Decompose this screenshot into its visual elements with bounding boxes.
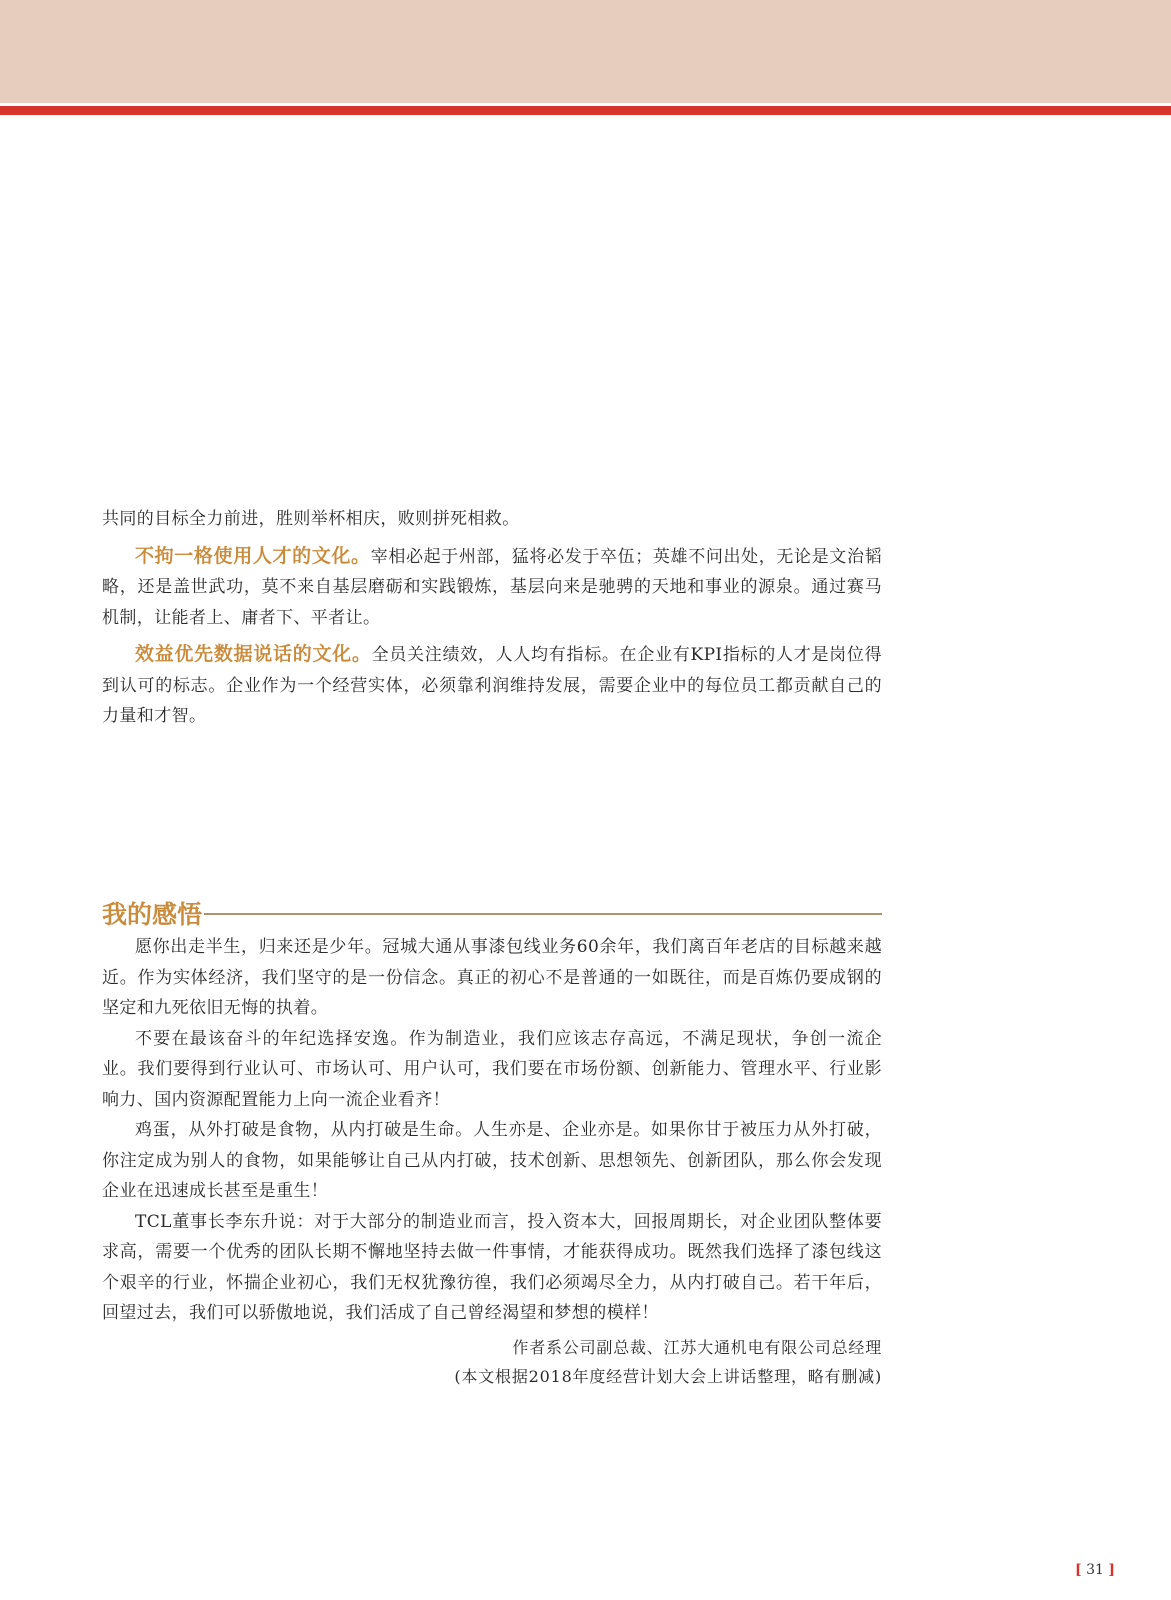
efficiency-culture-heading: 效益优先数据说话的文化。: [135, 643, 372, 665]
reflection-paragraph: 愿你出走半生，归来还是少年。冠城大通从事漆包线业务60余年，我们离百年老店的目标越来越近。作为实体经济，我们坚守的是一份信念。真正的初心不是普通的一如既往，而是百炼仍要成钢的坚定和九死依旧无悔的执着。: [102, 937, 882, 1018]
reflection-title: 我的感悟: [102, 900, 203, 929]
header-band: [0, 0, 1171, 103]
efficiency-culture-paragraph: [102, 639, 882, 732]
reflection-paragraph: TCL董事长李东升说：对于大部分的制造业而言，投入资本大，回报周期长，对企业团队整体要求高，需要一个优秀的团队长期不懈地坚持去做一件事情，才能获得成功。既然我们选择了漆包线这个艰辛的行业，怀揣企业初心，我们无权犹豫彷徨，我们必须竭尽全力，从内打破自己。若干年后，回望过去，我们可以骄傲地说，我们活成了自己曾经渴望和梦想的模样！: [102, 1211, 882, 1323]
culture-section: [102, 504, 882, 732]
page-bracket-open: [: [1075, 1562, 1082, 1578]
reflection-paragraph: 不要在最该奋斗的年纪选择安逸。作为制造业，我们应该志存高远，不满足现状，争创一流企业。我们要得到行业认可、市场认可、用户认可，我们要在市场份额、创新能力、管理水平、行业影响力、国内资源配置能力上向一流企业看齐！: [102, 1028, 882, 1110]
page-number-value: 31: [1086, 1562, 1104, 1578]
talent-culture-paragraph: [102, 541, 882, 634]
intro-paragraph: 共同的目标全力前进，胜则举杯相庆，败则拼死相救。: [102, 509, 520, 529]
heading-divider: [204, 913, 882, 915]
page-number: [1075, 1562, 1115, 1578]
reflection-section: [102, 932, 882, 1391]
reflection-heading: [102, 892, 882, 934]
reflection-paragraph: 鸡蛋，从外打破是食物，从内打破是生命。人生亦是、企业亦是。如果你甘于被压力从外打破，你注定成为别人的食物，如果能够让自己从内打破，技术创新、思想领先、创新团队，那么你会发现企业在迅速成长甚至是重生！: [102, 1120, 882, 1201]
page-bracket-close: ]: [1108, 1562, 1115, 1578]
author-line: 作者系公司副总裁、江苏大通机电有限公司总经理: [512, 1337, 882, 1357]
header-rule: [0, 106, 1171, 115]
talent-culture-heading: 不拘一格使用人才的文化。: [135, 544, 371, 567]
efficiency-culture-text: 全员关注绩效，人人均有指标。在企业有KPI指标的人才是岗位得到认可的标志。企业作为一个经营实体，必须靠利润维持发展，需要企业中的每位员工都贡献自己的力量和才智。: [102, 645, 882, 726]
talent-culture-text: 宰相必起于州部，猛将必发于卒伍；英雄不问出处，无论是文治韬略，还是盖世武功，莫不来自基层磨砺和实践锻炼，基层向来是驰骋的天地和事业的源泉。通过赛马机制，让能者上、庸者下、平者让。: [102, 546, 882, 628]
source-note: (本文根据2018年度经营计划大会上讲话整理，略有删减): [454, 1366, 882, 1386]
